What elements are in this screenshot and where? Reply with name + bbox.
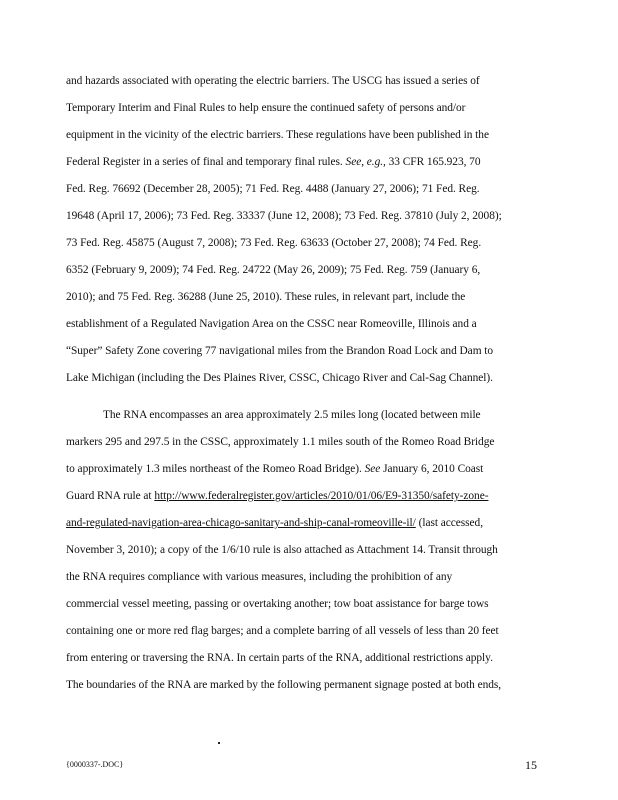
rule-link[interactable]: and-regulated-navigation-area-chicago-sanitary-and-ship-canal-romeoville-il/	[66, 517, 416, 529]
citation-signal: See, e.g.,	[345, 156, 386, 168]
rule-link[interactable]: http://www.federalregister.gov/articles/2010/01/06/E9-31350/safety-zone-	[154, 490, 489, 502]
text-line	[66, 516, 546, 530]
text-line: from entering or traversing the RNA. In certain parts of the RNA, additional restrictions apply.	[66, 652, 493, 664]
text-line: Fed. Reg. 76692 (December 28, 2005); 71 Fed. Reg. 4488 (January 27, 2006); 71 Fed. Reg.	[66, 183, 480, 195]
text-line: The RNA encompasses an area approximately 2.5 miles long (located between mile	[103, 409, 481, 421]
text-line: the RNA requires compliance with various measures, including the prohibition of any	[66, 571, 453, 583]
text-line: equipment in the vicinity of the electric barriers. These regulations have been published in the	[66, 129, 489, 141]
page-number: 15	[525, 758, 537, 772]
text-line: 2010); and 75 Fed. Reg. 36288 (June 25, 2010). These rules, in relevant part, include the	[66, 291, 466, 303]
text-line: establishment of a Regulated Navigation Area on the CSSC near Romeoville, Illinois and a	[66, 318, 477, 330]
text-line: “Super” Safety Zone covering 77 navigational miles from the Brandon Road Lock and Dam to	[66, 345, 494, 357]
text-span: Guard RNA rule at	[66, 490, 152, 502]
text-line: 73 Fed. Reg. 45875 (August 7, 2008); 73 Fed. Reg. 63633 (October 27, 2008); 74 Fed. Reg.	[66, 237, 482, 249]
see-signal: See	[364, 463, 381, 475]
text-line: 19648 (April 17, 2006); 73 Fed. Reg. 33337 (June 12, 2008); 73 Fed. Reg. 37810 (July 2, 2008);	[66, 210, 502, 222]
text-line: 6352 (February 9, 2009); 74 Fed. Reg. 24722 (May 26, 2009); 75 Fed. Reg. 759 (January 6,	[66, 264, 481, 276]
text-span: Federal Register in a series of final and temporary final rules.	[66, 156, 343, 168]
text-line: Lake Michigan (including the Des Plaines River, CSSC, Chicago River and Cal-Sag Channel).	[66, 372, 493, 384]
text-span: to approximately 1.3 miles northeast of the Romeo Road Bridge).	[66, 463, 362, 475]
text-line: commercial vessel meeting, passing or overtaking another; tow boat assistance for barge tows	[66, 598, 489, 610]
text-line: The boundaries of the RNA are marked by the following permanent signage posted at both ends,	[66, 679, 502, 691]
footer-doc-id: {0000337-.DOC}	[66, 760, 124, 769]
text-line: Temporary Interim and Final Rules to help ensure the continued safety of persons and/or	[66, 102, 466, 114]
text-span: (last accessed,	[418, 517, 483, 529]
text-span: 33 CFR 165.923, 70	[388, 156, 481, 168]
text-line	[66, 489, 546, 503]
text-line	[66, 155, 546, 169]
scan-speck	[218, 742, 220, 744]
text-line: November 3, 2010); a copy of the 1/6/10 rule is also attached as Attachment 14. Transit through	[66, 544, 498, 556]
text-line: containing one or more red flag barges; and a complete barring of all vessels of less than 20 feet	[66, 625, 499, 637]
text-line: markers 295 and 297.5 in the CSSC, approximately 1.1 miles south of the Romeo Road Bridge	[66, 436, 495, 448]
text-line: and hazards associated with operating the electric barriers. The USCG has issued a series of	[66, 75, 480, 87]
text-span: January 6, 2010 Coast	[383, 463, 484, 475]
text-line	[66, 462, 546, 476]
